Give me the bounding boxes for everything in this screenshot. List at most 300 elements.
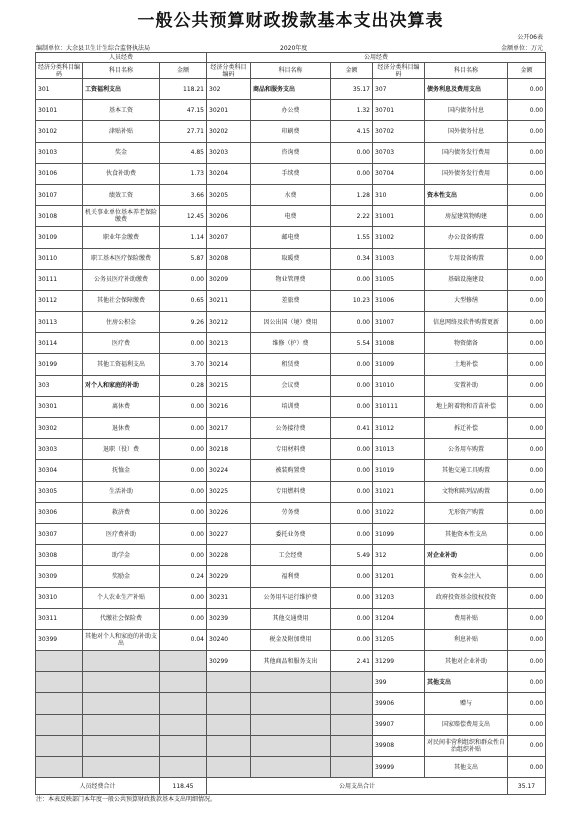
cell-amount: 3.70: [160, 354, 207, 375]
form-number: 公开06表: [517, 34, 543, 41]
cell-code: 312: [373, 545, 425, 566]
cell-name: 差旅费: [251, 290, 331, 311]
cell-code: [36, 757, 83, 778]
cell-amount: 0.00: [331, 523, 373, 544]
cell-name: 其他社会保障缴费: [83, 290, 160, 311]
cell-name: 其他对个人和家庭的补助支出: [83, 629, 160, 650]
cell-code: 30103: [36, 142, 83, 163]
cell-name: [83, 651, 160, 672]
table-row: [36, 269, 546, 290]
cell-code: [207, 757, 251, 778]
cell-name: 其他对企业补助: [425, 651, 508, 672]
table-row: [36, 418, 546, 439]
cell-name: 公务员医疗补助缴费: [83, 269, 160, 290]
cell-code: 30202: [207, 121, 251, 142]
cell-amount: [331, 714, 373, 735]
cell-code: 30113: [36, 312, 83, 333]
cell-amount: 0.00: [508, 354, 546, 375]
cell-name: 被装购置费: [251, 460, 331, 481]
cell-code: 30214: [207, 354, 251, 375]
cell-name: 其他支出: [425, 757, 508, 778]
cell-amount: 0.28: [160, 375, 207, 396]
cell-name: 抚恤金: [83, 460, 160, 481]
cell-amount: 0.00: [508, 100, 546, 121]
cell-name: 地上附着物和青苗补偿: [425, 396, 508, 417]
table-row: [36, 735, 546, 756]
cell-name: 离休费: [83, 396, 160, 417]
cell-code: 31013: [373, 439, 425, 460]
cell-code: 31204: [373, 608, 425, 629]
cell-name: 国家赔偿费用支出: [425, 714, 508, 735]
cell-name: 医疗费补助: [83, 523, 160, 544]
cell-amount: 0.00: [331, 481, 373, 502]
cell-name: 生活补助: [83, 481, 160, 502]
cell-name: [251, 714, 331, 735]
cell-amount: 1.32: [331, 100, 373, 121]
cell-amount: 27.71: [160, 121, 207, 142]
cell-name: 其他商品和服务支出: [251, 651, 331, 672]
cell-code: 31299: [373, 651, 425, 672]
cell-name: 公务接待费: [251, 418, 331, 439]
cell-name: 退休费: [83, 418, 160, 439]
cell-name: 取暖费: [251, 248, 331, 269]
col-name-header: 科目名称: [425, 63, 508, 79]
col-code-header: 经济分类科目编码: [36, 63, 83, 79]
cell-name: 文物和陈列品购置: [425, 481, 508, 502]
cell-amount: [331, 735, 373, 756]
cell-name: 个人农业生产补贴: [83, 587, 160, 608]
cell-amount: 0.65: [160, 290, 207, 311]
cell-name: 信息网络及软件购置更新: [425, 312, 508, 333]
cell-amount: 0.00: [508, 79, 546, 100]
cell-name: 国外债务付息: [425, 121, 508, 142]
cell-name: 工会经费: [251, 545, 331, 566]
cell-code: 30702: [373, 121, 425, 142]
cell-code: 31021: [373, 481, 425, 502]
cell-name: [251, 693, 331, 714]
col-code-header: 经济分类科目编码: [207, 63, 251, 79]
cell-amount: [331, 693, 373, 714]
cell-amount: 0.00: [331, 439, 373, 460]
year-label: 2020年度: [280, 45, 308, 52]
cell-code: 30308: [36, 545, 83, 566]
cell-code: 30101: [36, 100, 83, 121]
cell-name: 医疗费: [83, 333, 160, 354]
cell-code: 30306: [36, 502, 83, 523]
cell-code: 39999: [373, 757, 425, 778]
cell-amount: 0.00: [160, 502, 207, 523]
cell-amount: 3.66: [160, 184, 207, 205]
table-row: [36, 248, 546, 269]
cell-name: 福利费: [251, 566, 331, 587]
cell-name: 公务用车运行维护费: [251, 587, 331, 608]
cell-name: 住房公积金: [83, 312, 160, 333]
table-row: [36, 523, 546, 544]
cell-code: 31010: [373, 375, 425, 396]
cell-amount: 5.87: [160, 248, 207, 269]
table-row: [36, 439, 546, 460]
cell-code: 31009: [373, 354, 425, 375]
cell-amount: 0.00: [508, 587, 546, 608]
cell-amount: 0.00: [160, 587, 207, 608]
cell-code: 302: [207, 79, 251, 100]
personnel-total-label: 人员经费合计: [36, 778, 160, 795]
cell-code: 30229: [207, 566, 251, 587]
cell-amount: 0.00: [508, 184, 546, 205]
cell-name: 伙食补助费: [83, 163, 160, 184]
cell-amount: 0.00: [508, 545, 546, 566]
cell-name: 土地补偿: [425, 354, 508, 375]
cell-amount: 0.00: [160, 269, 207, 290]
cell-code: 31006: [373, 290, 425, 311]
cell-name: 拆迁补偿: [425, 418, 508, 439]
table-row: [36, 629, 546, 650]
cell-code: 39906: [373, 693, 425, 714]
cell-code: 30703: [373, 142, 425, 163]
cell-code: [36, 735, 83, 756]
cell-amount: 0.00: [331, 142, 373, 163]
cell-name: 电费: [251, 206, 331, 227]
cell-amount: 0.00: [508, 142, 546, 163]
cell-amount: 0.00: [508, 227, 546, 248]
table-row: [36, 757, 546, 778]
cell-amount: [160, 757, 207, 778]
cell-code: 30204: [207, 163, 251, 184]
cell-code: 30111: [36, 269, 83, 290]
table-row: [36, 375, 546, 396]
cell-code: 30208: [207, 248, 251, 269]
table-row: [36, 481, 546, 502]
cell-amount: 0.00: [508, 502, 546, 523]
cell-code: 399: [373, 672, 425, 693]
cell-amount: 0.00: [331, 269, 373, 290]
cell-code: 31205: [373, 629, 425, 650]
cell-name: 公务用车购置: [425, 439, 508, 460]
cell-amount: 10.23: [331, 290, 373, 311]
cell-code: 30216: [207, 396, 251, 417]
cell-code: 303: [36, 375, 83, 396]
cell-code: 30704: [373, 163, 425, 184]
table-row: [36, 184, 546, 205]
cell-code: 31003: [373, 248, 425, 269]
cell-name: 职业年金缴费: [83, 227, 160, 248]
cell-amount: 0.00: [331, 375, 373, 396]
cell-amount: 0.00: [508, 121, 546, 142]
cell-amount: [160, 735, 207, 756]
cell-code: 30108: [36, 206, 83, 227]
col-amount-header: 金额: [160, 63, 207, 79]
cell-code: 30239: [207, 608, 251, 629]
cell-amount: 4.15: [331, 121, 373, 142]
cell-code: 30112: [36, 290, 83, 311]
cell-name: 咨询费: [251, 142, 331, 163]
cell-name: 培训费: [251, 396, 331, 417]
cell-name: 印刷费: [251, 121, 331, 142]
cell-name: 无形资产购置: [425, 502, 508, 523]
cell-code: 31007: [373, 312, 425, 333]
cell-name: 其他交通工具购置: [425, 460, 508, 481]
cell-code: 30114: [36, 333, 83, 354]
cell-code: 31002: [373, 227, 425, 248]
col-name-header: 科目名称: [251, 63, 331, 79]
table-row: [36, 651, 546, 672]
table-row: [36, 672, 546, 693]
cell-amount: 0.00: [508, 290, 546, 311]
cell-name: 利息补贴: [425, 629, 508, 650]
cell-amount: 0.00: [331, 629, 373, 650]
money-unit-label: 金额单位：万元: [500, 45, 543, 52]
cell-amount: 0.41: [331, 418, 373, 439]
cell-code: 30303: [36, 439, 83, 460]
cell-code: 30231: [207, 587, 251, 608]
cell-name: [251, 757, 331, 778]
cell-amount: 0.00: [508, 672, 546, 693]
personnel-total-value: 118.45: [160, 778, 207, 795]
cell-amount: 0.00: [508, 206, 546, 227]
cell-name: 邮电费: [251, 227, 331, 248]
cell-name: 赠与: [425, 693, 508, 714]
expenditure-table: [35, 52, 546, 795]
cell-code: 30211: [207, 290, 251, 311]
cell-code: 30199: [36, 354, 83, 375]
cell-amount: 0.00: [160, 333, 207, 354]
cell-code: 30228: [207, 545, 251, 566]
cell-code: 301: [36, 79, 83, 100]
cell-code: 31005: [373, 269, 425, 290]
cell-amount: 0.24: [160, 566, 207, 587]
col-amount-header: 金额: [508, 63, 546, 79]
cell-name: [83, 693, 160, 714]
cell-name: 津贴补贴: [83, 121, 160, 142]
cell-code: 30225: [207, 481, 251, 502]
cell-name: [83, 672, 160, 693]
cell-name: 奖励金: [83, 566, 160, 587]
cell-name: 商品和服务支出: [251, 79, 331, 100]
cell-amount: 0.00: [508, 333, 546, 354]
cell-amount: 0.00: [508, 735, 546, 756]
cell-code: 30201: [207, 100, 251, 121]
cell-code: 30207: [207, 227, 251, 248]
cell-name: 职工基本医疗保险缴费: [83, 248, 160, 269]
cell-code: 30309: [36, 566, 83, 587]
unit-label: 编制单位：大余县卫生计生综合监督执法局: [36, 45, 151, 52]
cell-name: 房屋建筑物购建: [425, 206, 508, 227]
cell-name: 绩效工资: [83, 184, 160, 205]
table-row: [36, 100, 546, 121]
cell-code: 30106: [36, 163, 83, 184]
cell-amount: 47.15: [160, 100, 207, 121]
cell-name: 对个人和家庭的补助: [83, 375, 160, 396]
table-row: [36, 333, 546, 354]
cell-amount: 0.00: [331, 354, 373, 375]
cell-amount: 0.00: [508, 608, 546, 629]
public-total-label: 公用支出合计: [207, 778, 508, 795]
cell-amount: 0.00: [160, 439, 207, 460]
cell-code: 30102: [36, 121, 83, 142]
cell-name: 物资储备: [425, 333, 508, 354]
cell-amount: 0.00: [331, 587, 373, 608]
cell-amount: [160, 672, 207, 693]
cell-amount: 1.14: [160, 227, 207, 248]
cell-amount: 0.00: [160, 545, 207, 566]
cell-code: [207, 693, 251, 714]
table-row: [36, 290, 546, 311]
cell-code: 30218: [207, 439, 251, 460]
table-row: [36, 396, 546, 417]
cell-name: 工资福利支出: [83, 79, 160, 100]
table-row: [36, 693, 546, 714]
cell-name: [83, 757, 160, 778]
cell-code: 30203: [207, 142, 251, 163]
cell-amount: 0.00: [508, 714, 546, 735]
cell-amount: 0.00: [331, 312, 373, 333]
cell-amount: 0.00: [331, 396, 373, 417]
cell-amount: 0.00: [160, 460, 207, 481]
cell-code: 31012: [373, 418, 425, 439]
cell-code: 31201: [373, 566, 425, 587]
cell-amount: 0.00: [508, 523, 546, 544]
cell-code: 30110: [36, 248, 83, 269]
cell-name: 税金及附加费用: [251, 629, 331, 650]
table-row: [36, 460, 546, 481]
cell-amount: 0.00: [508, 693, 546, 714]
cell-amount: 0.00: [508, 651, 546, 672]
cell-name: [251, 672, 331, 693]
table-row: [36, 227, 546, 248]
cell-amount: 2.22: [331, 206, 373, 227]
cell-amount: 0.00: [508, 566, 546, 587]
table-row: [36, 79, 546, 100]
cell-name: 办公设备购置: [425, 227, 508, 248]
table-row: [36, 502, 546, 523]
cell-amount: 0.00: [160, 418, 207, 439]
cell-amount: 1.28: [331, 184, 373, 205]
cell-code: 31019: [373, 460, 425, 481]
cell-name: 其他工资福利支出: [83, 354, 160, 375]
public-header: 公用经费: [207, 53, 546, 63]
cell-code: 310: [373, 184, 425, 205]
table-row: [36, 714, 546, 735]
cell-amount: 118.21: [160, 79, 207, 100]
cell-code: 30701: [373, 100, 425, 121]
table-row: [36, 312, 546, 333]
cell-name: 物业管理费: [251, 269, 331, 290]
cell-name: 机关事业单位基本养老保险缴费: [83, 206, 160, 227]
page-title: 一般公共预算财政拨款基本支出决算表: [137, 11, 444, 31]
cell-name: 资本金注入: [425, 566, 508, 587]
cell-code: [207, 735, 251, 756]
cell-name: 其他资本性支出: [425, 523, 508, 544]
table-row: [36, 206, 546, 227]
cell-amount: 2.41: [331, 651, 373, 672]
cell-name: 劳务费: [251, 502, 331, 523]
cell-code: 30301: [36, 396, 83, 417]
table-row: [36, 587, 546, 608]
cell-amount: [331, 757, 373, 778]
cell-code: [36, 693, 83, 714]
cell-code: 31008: [373, 333, 425, 354]
cell-amount: 0.00: [160, 396, 207, 417]
table-group-header: [36, 53, 546, 63]
cell-code: 310111: [373, 396, 425, 417]
cell-name: 因公出国（境）费用: [251, 312, 331, 333]
cell-name: 代缴社会保险费: [83, 608, 160, 629]
cell-name: 退职（役）费: [83, 439, 160, 460]
cell-amount: 5.54: [331, 333, 373, 354]
cell-amount: 0.00: [331, 460, 373, 481]
cell-name: 维修（护）费: [251, 333, 331, 354]
cell-name: 委托业务费: [251, 523, 331, 544]
cell-amount: 0.00: [331, 566, 373, 587]
cell-name: 奖金: [83, 142, 160, 163]
cell-code: [36, 714, 83, 735]
cell-name: 办公费: [251, 100, 331, 121]
cell-name: [251, 735, 331, 756]
cell-code: 30305: [36, 481, 83, 502]
cell-name: 水费: [251, 184, 331, 205]
cell-name: 其他支出: [425, 672, 508, 693]
cell-name: 救济费: [83, 502, 160, 523]
cell-amount: [160, 714, 207, 735]
cell-code: 30213: [207, 333, 251, 354]
cell-code: 39908: [373, 735, 425, 756]
table-row: [36, 566, 546, 587]
cell-name: 安置补助: [425, 375, 508, 396]
cell-amount: 0.00: [508, 629, 546, 650]
cell-amount: 0.00: [508, 375, 546, 396]
cell-code: [207, 672, 251, 693]
cell-code: 30302: [36, 418, 83, 439]
public-total-value: 35.17: [508, 778, 546, 795]
cell-name: 大型修缮: [425, 290, 508, 311]
cell-name: 手续费: [251, 163, 331, 184]
cell-name: 基础设施建设: [425, 269, 508, 290]
cell-name: 国外债务发行费用: [425, 163, 508, 184]
cell-name: 债务利息及费用支出: [425, 79, 508, 100]
cell-code: [207, 714, 251, 735]
cell-name: 会议费: [251, 375, 331, 396]
cell-name: 专用燃料费: [251, 481, 331, 502]
cell-amount: [160, 693, 207, 714]
cell-code: 30240: [207, 629, 251, 650]
cell-code: [36, 651, 83, 672]
cell-amount: 0.00: [160, 608, 207, 629]
table-row: [36, 354, 546, 375]
cell-code: 31099: [373, 523, 425, 544]
cell-name: [83, 714, 160, 735]
cell-code: 39907: [373, 714, 425, 735]
table-row: [36, 608, 546, 629]
cell-amount: 12.45: [160, 206, 207, 227]
cell-code: 31022: [373, 502, 425, 523]
cell-name: 基本工资: [83, 100, 160, 121]
cell-name: 费用补贴: [425, 608, 508, 629]
cell-amount: 0.00: [508, 396, 546, 417]
cell-code: 31001: [373, 206, 425, 227]
cell-amount: 0.00: [508, 269, 546, 290]
cell-amount: 0.00: [508, 757, 546, 778]
table-row: [36, 545, 546, 566]
cell-code: 30205: [207, 184, 251, 205]
cell-code: 30310: [36, 587, 83, 608]
cell-amount: 1.73: [160, 163, 207, 184]
cell-code: 30109: [36, 227, 83, 248]
cell-amount: [331, 672, 373, 693]
footnote: 注：本表反映部门本年度一般公共预算财政拨款基本支出明细情况。: [36, 796, 217, 803]
cell-name: 专用设备购置: [425, 248, 508, 269]
cell-code: 30227: [207, 523, 251, 544]
cell-code: 30206: [207, 206, 251, 227]
